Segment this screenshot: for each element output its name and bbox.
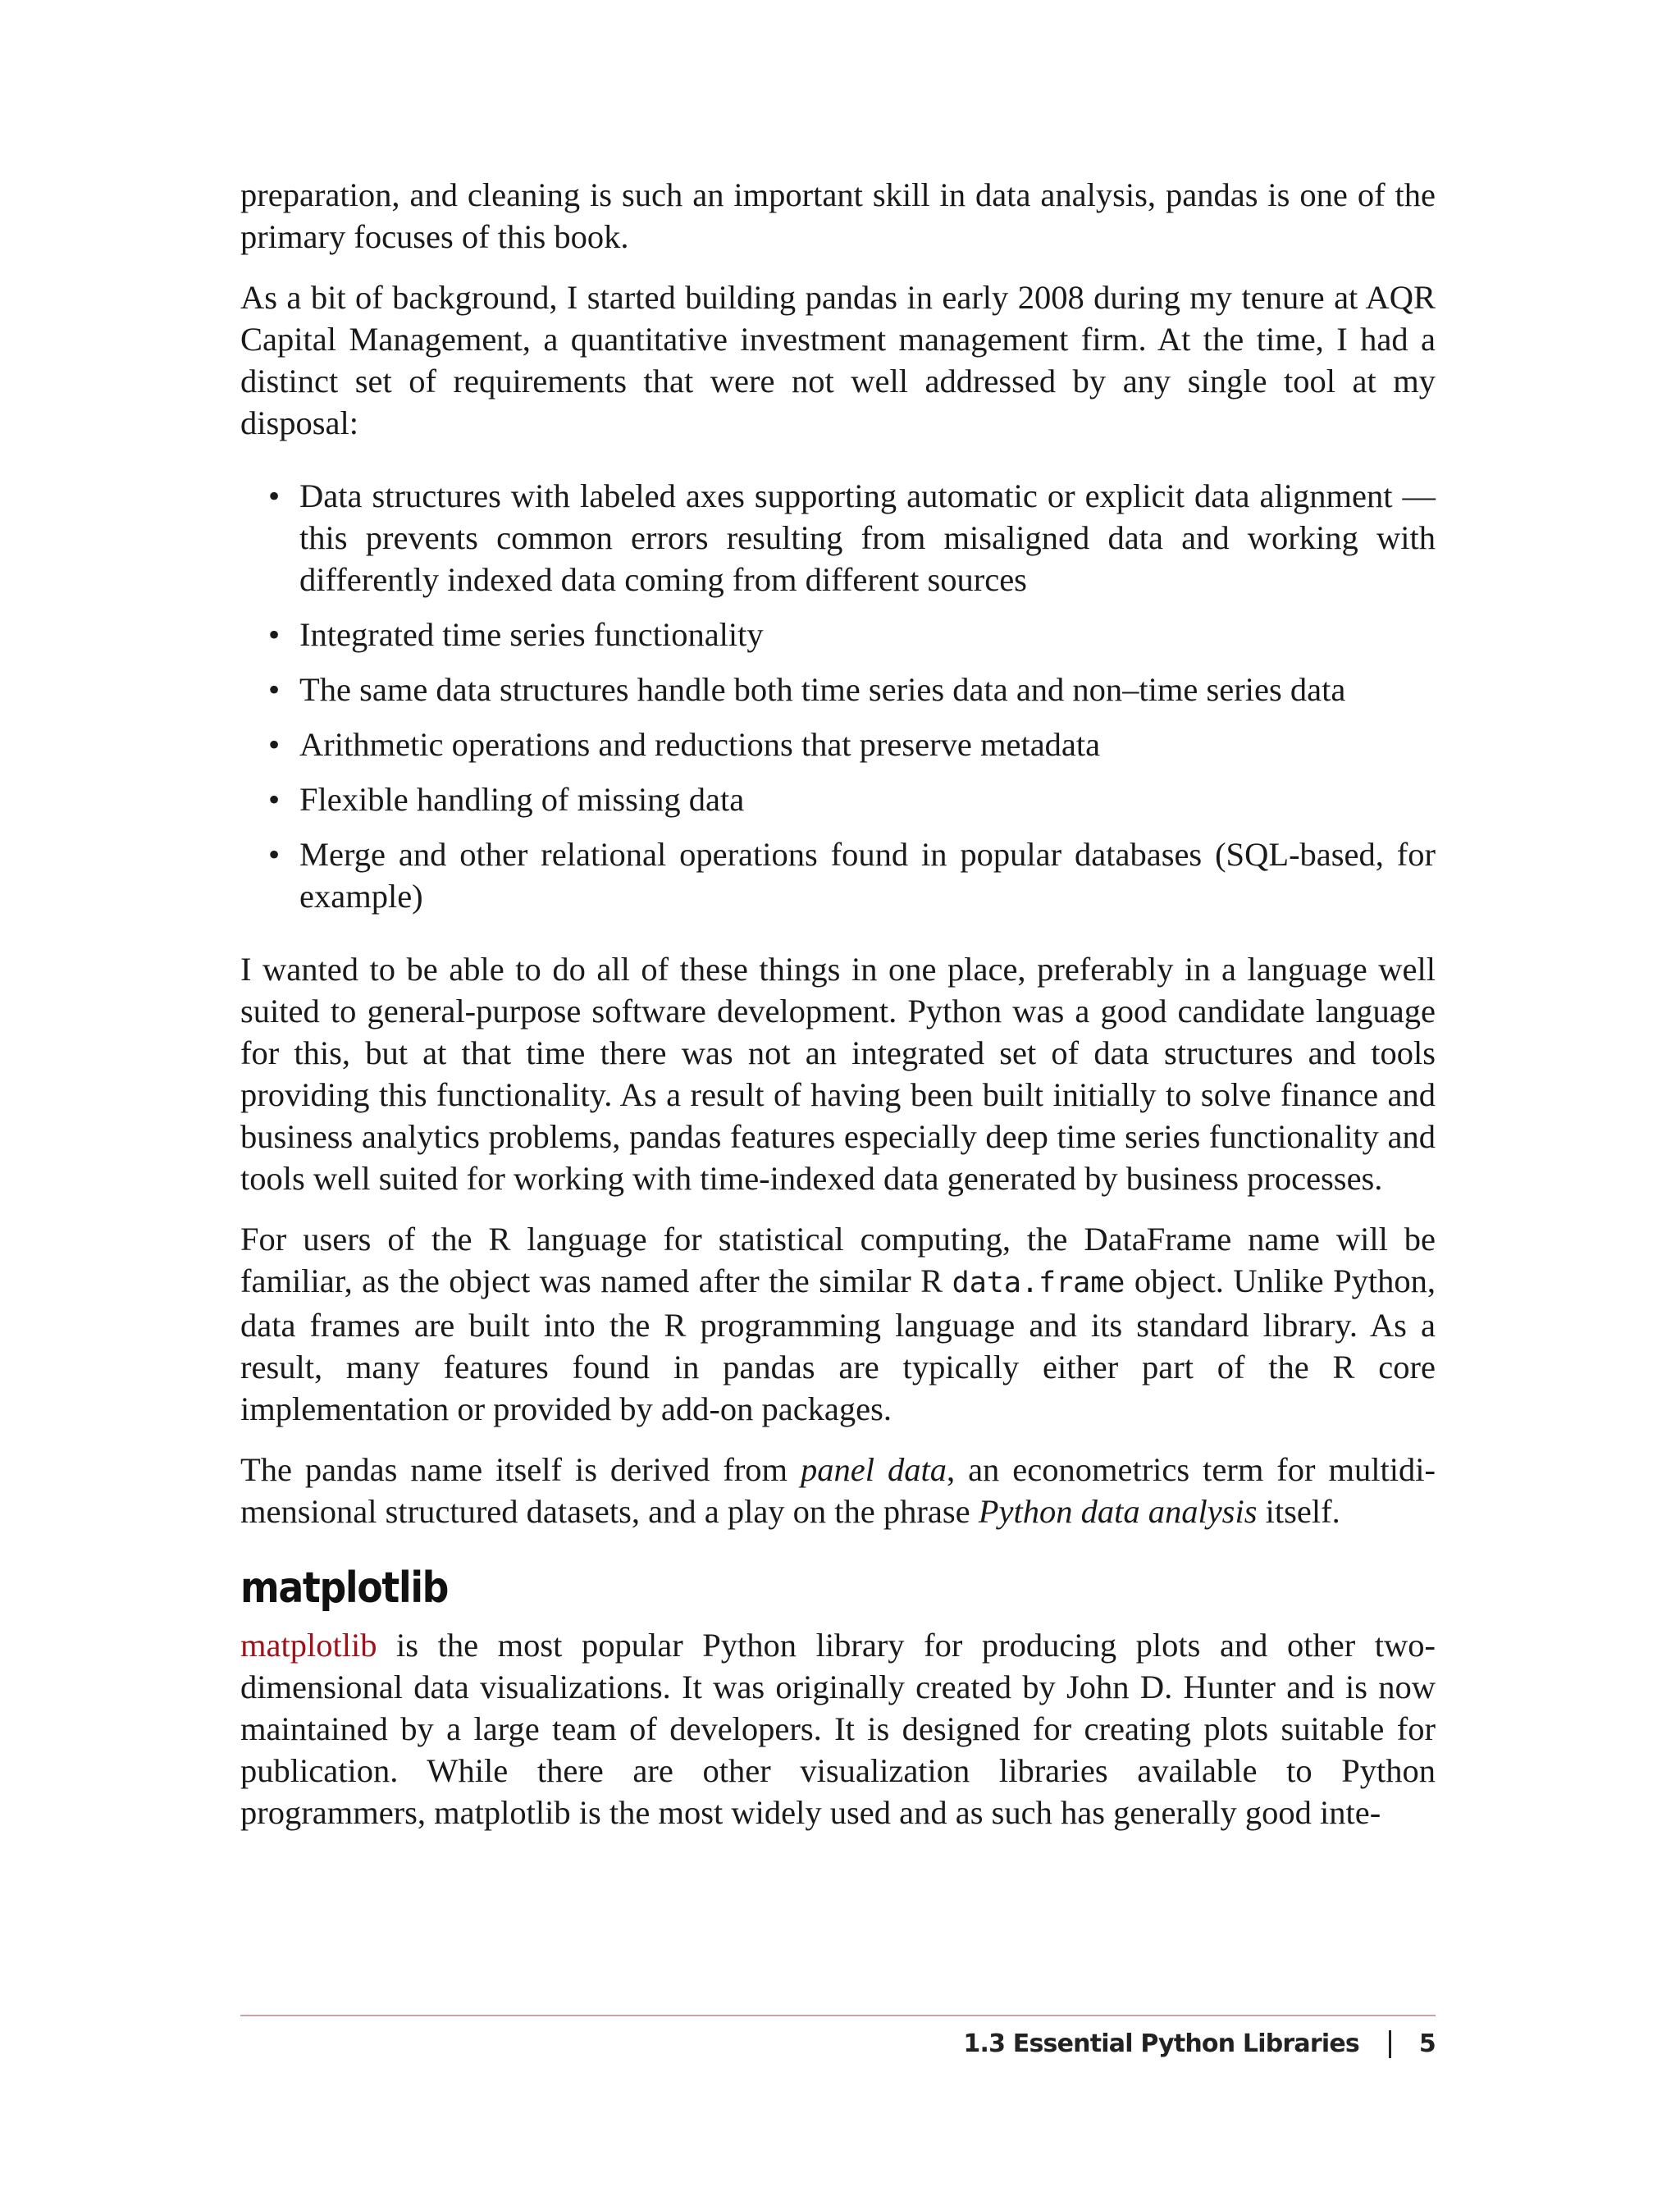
paragraph-wanted: I wanted to be able to do all of these things in one place, preferably in a language well suited to general-purpose software development. Python was a good candidate language for this, but at that time there was not an integrated set of data structures and tools providing this functionality. As a result of having been built initially to solve finance and business analytics problems, pandas features especially deep time series functionality and tools well suited for working with time-indexed data generated by business processes. xyxy=(240,951,1436,1197)
bullet-icon: • xyxy=(268,781,281,818)
bullet-icon: • xyxy=(268,671,281,708)
text-span: itself. xyxy=(1257,1493,1340,1530)
emphasis-panel-data: panel data xyxy=(801,1451,947,1488)
list-item-text: The same data structures handle both time series data and non–time series data xyxy=(299,671,1346,708)
footer-section-title: 1.3 Essential Python Libraries xyxy=(963,2029,1359,2058)
bullet-icon: • xyxy=(268,836,281,873)
emphasis-python-data-analysis: Python data analysis xyxy=(978,1493,1258,1530)
list-item xyxy=(240,614,1436,655)
list-item xyxy=(240,833,1436,917)
page-number: 5 xyxy=(1418,2029,1436,2058)
bullet-icon: • xyxy=(268,616,281,653)
footer-divider xyxy=(240,2015,1436,2016)
page-footer xyxy=(963,2029,1436,2058)
requirements-list xyxy=(240,475,1436,917)
bullet-icon: • xyxy=(268,726,281,763)
list-item-text: Merge and other relational operations found in popular databases (SQL-based, for example) xyxy=(299,836,1436,915)
text-span: For users of the R language for statistical computing, the DataFrame name will be familiar, as the object was named after the similar R xyxy=(240,1221,1436,1299)
list-item-text: Integrated time series functionality xyxy=(299,616,764,653)
footer-separator xyxy=(1389,2030,1391,2058)
text-span: object. Unlike Python, data frames are built into the R programming language and its standard library. As a result, many features found in pandas are typically either part of the R core implementation or provided by add-on packages. xyxy=(240,1262,1436,1427)
matplotlib-link[interactable]: matplotlib xyxy=(240,1627,377,1664)
list-item-text: Arithmetic operations and reductions that preserve metadata xyxy=(299,726,1101,763)
list-item xyxy=(240,778,1436,820)
text-span: is the most popular Python library for producing plots and other two-dimensional data visualizations. It was originally created by John D. Hunter and is now maintained by a large team of developers. It is designed for creating plots suitable for publication. While there are other visualization libraries available to Python programmers, matplotlib is the most widely used and as such has generally good inte- xyxy=(240,1627,1436,1831)
paragraph-background: As a bit of background, I started building pandas in early 2008 during my tenure at AQR Capital Management, a quantitative investment management firm. At the time, I had a distinct set of requirements that were not well addressed by any single tool at my disposal: xyxy=(240,279,1436,441)
list-item xyxy=(240,475,1436,600)
page-content xyxy=(240,174,1436,1852)
text-span: The pandas name itself is derived from xyxy=(240,1451,801,1488)
paragraph-matplotlib xyxy=(240,1624,1436,1833)
paragraph-intro: preparation, and cleaning is such an important skill in data analysis, pandas is one of the primary focuses of this book. xyxy=(240,176,1436,255)
list-item xyxy=(240,724,1436,765)
section-heading: matplotlib xyxy=(240,1564,449,1613)
list-item-text: Flexible handling of missing data xyxy=(299,781,745,818)
paragraph-r-language xyxy=(240,1218,1436,1430)
paragraph-name-origin xyxy=(240,1449,1436,1532)
list-item xyxy=(240,669,1436,710)
list-item-text: Data structures with labeled axes supporting automatic or explicit data alignment —this prevents common errors resulting from misaligned data and working with differently indexed data coming from different sources xyxy=(299,477,1436,598)
inline-code: data.frame xyxy=(952,1267,1125,1299)
bullet-icon: • xyxy=(268,477,281,514)
text-span: , an econometrics term for multidimensional structured datasets, and a play on the phrase xyxy=(240,1451,1436,1530)
